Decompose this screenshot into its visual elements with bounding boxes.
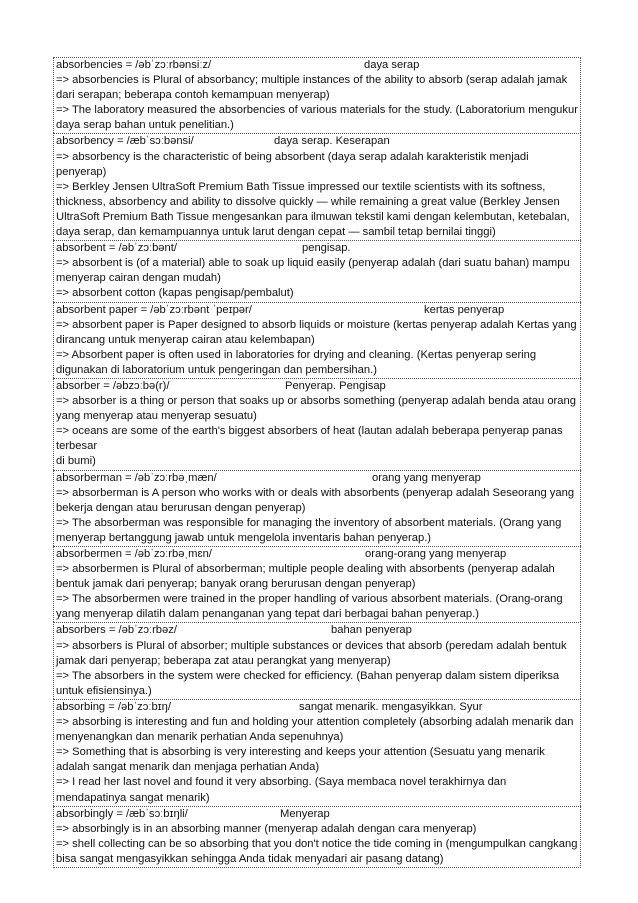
dictionary-entry [53,57,581,133]
entry-header [56,807,578,822]
headword: absorbingly = /æbˈsɔːbɪŋli/ [56,807,188,820]
translation: sangat menarik. mengasyikkan. Syur [299,700,483,713]
headword: absorber = /əbzɔːbə(r)/ [56,379,170,392]
definition-line: => absorbers is Plural of absorber; multiple substances or devices that absorb (peredam adalah bentuk jamak dari penyerap; beberapa zat atau perangkat yang menyerap) [56,639,567,667]
translation: Menyerap [280,807,330,820]
definition-line: => absorbent cotton (kapas pengisap/pembalut) [56,287,294,300]
dictionary-entry [53,240,581,301]
entry-header [56,379,578,394]
translation: pengisap. [302,242,351,255]
entry-header [56,241,578,256]
dictionary-entry [53,302,581,378]
headword: absorberman = /əbˈzɔːrbəˌmæn/ [56,471,217,484]
entry-header [56,471,578,486]
definition-line: => Something that is absorbing is very interesting and keeps your attention (Sesuatu yang menarik adalah sangat menarik dan menjaga perhatian Anda) [56,746,545,774]
definition-line: => absorbency is the characteristic of being absorbent (daya serap adalah karakteristik menjadi penyerap) [56,150,529,178]
dictionary-entry [53,622,581,698]
headword: absorbencies = /əbˈzɔːrbənsiːz/ [56,59,212,71]
translation: kertas penyerap [424,303,505,316]
entry-header [56,58,578,73]
translation: Penyerap. Pengisap [285,379,386,392]
translation: bahan penyerap [331,624,412,637]
definition-line: => absorbent paper is Paper designed to absorb liquids or moisture (kertas penyerap adalah Kertas yang dirancang untuk menyerap cairan atau kelembapan) [56,318,577,346]
definition-line: => absorbing is interesting and fun and holding your attention completely (absorbing adalah menarik dan menyenangkan dan menarik perhatian Anda sepenuhnya) [56,716,574,744]
translation: orang-orang yang menyerap [365,548,507,560]
entry-header [56,134,578,149]
headword: absorbermen = /əbˈzɔːrbəˌmɛn/ [56,548,212,560]
definition-line: di bumi) [56,455,96,468]
entry-header [56,303,578,318]
entry-header [56,547,578,562]
headword: absorbing = /əbˈzɔːbɪŋ/ [56,700,171,713]
dictionary-page [53,57,581,868]
definition-line: => absorbingly is in an absorbing manner (menyerap adalah dengan cara menyerap) [56,822,477,835]
definition-line: => Berkley Jensen UltraSoft Premium Bath Tissue impressed our textile scientists with its softness, thickness, absorbency and ability to dissolve quickly — while remaining a great value (Berkley Jensen UltraSoft Premium Bath Tissue mengesankan para ilmuwan tekstil kami dengan kelembutan, ketebalan, daya serap, dan kemampuannya untuk larut dengan cepat — sambil tetap bernilai tinggi) [56,180,570,239]
definition-line: => The absorberman was responsible for managing the inventory of absorbent materials. (Orang yang menyerap bertanggung jawab untuk mengelola inventaris bahan penyerap.) [56,516,562,544]
definition-line: => absorbencies is Plural of absorbancy; multiple instances of the ability to absorb (serap adalah jamak dari serapan; beberapa contoh kemampuan menyerap) [56,74,568,102]
definition-line: => absorbermen is Plural of absorberman; multiple people dealing with absorbents (penyerap adalah bentuk jamak dari penyerap; banyak orang berurusan dengan penyerap) [56,563,555,591]
dictionary-entry [53,378,581,470]
headword: absorbency = /æbˈsɔːbənsi/ [56,135,194,148]
definition-line: => I read her last novel and found it very absorbing. (Saya membaca novel terakhirnya dan mendapatinya sangat menarik) [56,776,507,804]
entry-header [56,700,578,715]
headword: absorbent paper = /əbˈzɔːrbənt ˈpeɪpər/ [56,303,252,316]
headword: absorbent = /əbˈzɔːbənt/ [56,242,177,255]
definition-line: => oceans are some of the earth's biggest absorbers of heat (lautan adalah beberapa penyerap panas terbesar [56,425,563,453]
definition-line: => absorbent is (of a material) able to soak up liquid easily (penyerap adalah (dari suatu bahan) mampu menyerap cairan dengan mudah) [56,257,570,285]
dictionary-entry [53,699,581,806]
translation: daya serap [364,59,420,71]
definition-line: => absorber is a thing or person that soaks up or absorbs something (penyerap adalah benda atau orang yang menyerap atau menyerap sesuatu) [56,395,576,423]
definition-line: => Absorbent paper is often used in laboratories for drying and cleaning. (Kertas penyerap sering digunakan di laboratorium untuk pengeringan dan pembersihan.) [56,348,537,376]
definition-line: => The absorbermen were trained in the proper handling of various absorbent materials. (Orang-orang yang menyerap dilatih dalam penanganan yang tepat dari berbagai bahan penyerap.) [56,593,563,621]
dictionary-entry [53,133,581,240]
definition-line: => The absorbers in the system were checked for efficiency. (Bahan penyerap dalam sistem diperiksa untuk efisiensinya.) [56,669,560,697]
translation: daya serap. Keserapan [274,135,390,148]
dictionary-entry [53,546,581,622]
entry-header [56,623,578,638]
headword: absorbers = /əbˈzɔːrbəz/ [56,624,177,637]
definition-line: => absorberman is A person who works with or deals with absorbents (penyerap adalah Seseorang yang bekerja dengan atau berurusan dengan penyerap) [56,486,575,514]
translation: orang yang menyerap [372,471,481,484]
definition-line: => The laboratory measured the absorbencies of various materials for the study. (Laboratorium mengukur daya serap bahan untuk penelitian.) [56,104,578,132]
definition-line: => shell collecting can be so absorbing that you don't notice the tide coming in (mengumpulkan cangkang bisa sangat mengasyikkan sehingga Anda tidak menyadari air pasang datang) [56,837,578,865]
dictionary-entry [53,806,581,868]
dictionary-entry [53,470,581,546]
